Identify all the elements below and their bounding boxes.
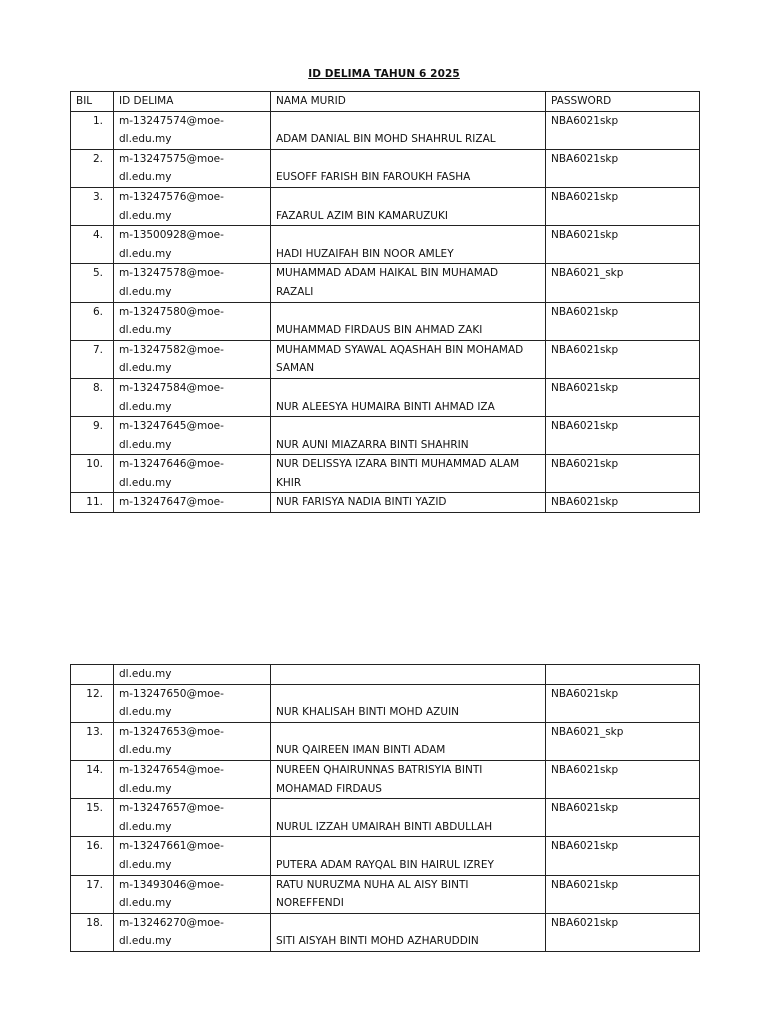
id-delima-line1: m-13247584@moe-: [119, 381, 224, 394]
header-nama-murid: NAMA MURID: [271, 92, 546, 112]
id-delima-line1: m-13247653@moe-: [119, 725, 224, 738]
id-delima-cell: [114, 684, 271, 722]
nama-murid-line1: RATU NURUZMA NUHA AL AISY BINTI: [276, 878, 469, 891]
id-delima-line2: dl.edu.my: [119, 400, 172, 413]
nama-murid-line1: [276, 150, 541, 169]
id-delima-line1: m-13246270@moe-: [119, 916, 224, 929]
nama-murid-line2: NUR AUNI MIAZARRA BINTI SHAHRIN: [276, 438, 469, 451]
table-row: [71, 149, 700, 187]
id-delima-line2: dl.edu.my: [119, 744, 172, 757]
nama-murid-cell: [271, 111, 546, 149]
table-header-row: [71, 92, 700, 112]
id-delima-cell: [114, 913, 271, 951]
student-id-table: [70, 91, 700, 513]
header-bil: BIL: [71, 92, 114, 112]
password-cell: NBA6021skp: [546, 875, 700, 913]
nama-murid-line1: [276, 188, 541, 207]
bil-cell: 2.: [71, 149, 114, 187]
table-row: [71, 111, 700, 149]
id-delima-line2: dl.edu.my: [119, 171, 172, 184]
id-delima-line1: m-13247580@moe-: [119, 305, 224, 318]
id-delima-line2: dl.edu.my: [119, 209, 172, 222]
bil-cell: 9.: [71, 417, 114, 455]
table-row: [71, 760, 700, 798]
bil-cell: 16.: [71, 837, 114, 875]
id-delima-cell: [114, 302, 271, 340]
nama-murid-cell: NUR FARISYA NADIA BINTI YAZID: [271, 493, 546, 513]
nama-murid-cell: [271, 684, 546, 722]
id-delima-cell: [114, 264, 271, 302]
nama-murid-line1: [276, 799, 541, 818]
nama-murid-line2: PUTERA ADAM RAYQAL BIN HAIRUL IZREY: [276, 858, 494, 871]
id-delima-line2: dl.edu.my: [119, 133, 172, 146]
bil-cell: 10.: [71, 455, 114, 493]
table-row: [71, 722, 700, 760]
password-cell: NBA6021skp: [546, 799, 700, 837]
id-delima-cell: m-13247647@moe-: [114, 493, 271, 513]
nama-murid-line2: NUR QAIREEN IMAN BINTI ADAM: [276, 744, 446, 757]
password-cell: NBA6021skp: [546, 417, 700, 455]
password-cell: NBA6021_skp: [546, 722, 700, 760]
id-delima-line1: m-13247645@moe-: [119, 420, 224, 433]
nama-murid-cell: [271, 799, 546, 837]
table-row: [71, 799, 700, 837]
id-delima-line1: m-13247576@moe-: [119, 190, 224, 203]
nama-murid-cell: [271, 722, 546, 760]
nama-murid-line2: ADAM DANIAL BIN MOHD SHAHRUL RIZAL: [276, 133, 496, 146]
nama-murid-line2: KHIR: [276, 476, 302, 489]
bil-cell: 6.: [71, 302, 114, 340]
id-delima-line2: dl.edu.my: [119, 362, 172, 375]
nama-murid-cell: [271, 875, 546, 913]
id-delima-line2: dl.edu.my: [119, 782, 172, 795]
id-delima-cell: [114, 187, 271, 225]
table-row: [71, 417, 700, 455]
password-cell: NBA6021skp: [546, 837, 700, 875]
id-delima-cell: [114, 722, 271, 760]
id-delima-cell: [114, 111, 271, 149]
nama-murid-cell: [271, 340, 546, 378]
id-delima-line1: m-13247575@moe-: [119, 152, 224, 165]
nama-murid-line2: NUR ALEESYA HUMAIRA BINTI AHMAD IZA: [276, 400, 495, 413]
nama-murid-line2: NURUL IZZAH UMAIRAH BINTI ABDULLAH: [276, 820, 493, 833]
nama-murid-line1: [276, 226, 541, 245]
bil-cell: 18.: [71, 913, 114, 951]
bil-cell: 4.: [71, 226, 114, 264]
id-delima-line1: m-13493046@moe-: [119, 878, 224, 891]
header-password: PASSWORD: [546, 92, 700, 112]
password-cell: NBA6021skp: [546, 149, 700, 187]
nama-murid-cell: [271, 760, 546, 798]
nama-murid-cell: [271, 226, 546, 264]
id-delima-cell: [114, 837, 271, 875]
password-cell: NBA6021skp: [546, 111, 700, 149]
table-row: [71, 302, 700, 340]
nama-murid-line1: [276, 303, 541, 322]
id-delima-line1: m-13247574@moe-: [119, 114, 224, 127]
nama-murid-line1: [276, 417, 541, 436]
bil-cell: 7.: [71, 340, 114, 378]
bil-cell: 15.: [71, 799, 114, 837]
nama-murid-cell: [271, 837, 546, 875]
nama-murid-line2: FAZARUL AZIM BIN KAMARUZUKI: [276, 209, 448, 222]
nama-murid-cell: [271, 187, 546, 225]
id-delima-line1: m-13247582@moe-: [119, 343, 224, 356]
nama-murid-line2: SITI AISYAH BINTI MOHD AZHARUDDIN: [276, 935, 479, 948]
bil-cell: 3.: [71, 187, 114, 225]
nama-murid-line2: MUHAMMAD FIRDAUS BIN AHMAD ZAKI: [276, 324, 483, 337]
nama-murid-line1: [276, 723, 541, 742]
bil-cell: 8.: [71, 378, 114, 416]
bil-cell: 12.: [71, 684, 114, 722]
password-cell: NBA6021skp: [546, 302, 700, 340]
id-delima-line1: m-13247661@moe-: [119, 840, 224, 853]
id-delima-cell: dl.edu.my: [114, 665, 271, 685]
id-delima-line2: dl.edu.my: [119, 324, 172, 337]
table-row: [71, 187, 700, 225]
nama-murid-line2: EUSOFF FARISH BIN FAROUKH FASHA: [276, 171, 471, 184]
nama-murid-cell: [271, 264, 546, 302]
id-delima-line2: dl.edu.my: [119, 285, 172, 298]
table-row: [71, 340, 700, 378]
id-delima-line2: dl.edu.my: [119, 897, 172, 910]
table-row: [71, 226, 700, 264]
bil-cell: 13.: [71, 722, 114, 760]
id-delima-line1: m-13247657@moe-: [119, 802, 224, 815]
nama-murid-cell: [271, 455, 546, 493]
nama-murid-line2: HADI HUZAIFAH BIN NOOR AMLEY: [276, 247, 454, 260]
nama-murid-line1: [276, 685, 541, 704]
nama-murid-line2: SAMAN: [276, 362, 315, 375]
id-delima-line1: m-13247650@moe-: [119, 687, 224, 700]
password-cell: NBA6021skp: [546, 913, 700, 951]
document-title: ID DELIMA TAHUN 6 2025: [308, 68, 460, 80]
id-delima-line1: m-13500928@moe-: [119, 229, 224, 242]
bil-cell: 1.: [71, 111, 114, 149]
nama-murid-line1: MUHAMMAD SYAWAL AQASHAH BIN MOHAMAD: [276, 343, 524, 356]
table-row: [71, 684, 700, 722]
id-delima-cell: [114, 760, 271, 798]
nama-murid-cell: [271, 302, 546, 340]
nama-murid-line1: [276, 914, 541, 933]
nama-murid-line2: NOREFFENDI: [276, 897, 344, 910]
id-delima-cell: [114, 149, 271, 187]
nama-murid-line1: NUR DELISSYA IZARA BINTI MUHAMMAD ALAM: [276, 458, 520, 471]
table-row: [71, 913, 700, 951]
password-cell: NBA6021skp: [546, 493, 700, 513]
nama-murid-line2: MOHAMAD FIRDAUS: [276, 782, 382, 795]
bil-cell: 5.: [71, 264, 114, 302]
password-cell: NBA6021skp: [546, 684, 700, 722]
nama-murid-line1: NUREEN QHAIRUNNAS BATRISYIA BINTI: [276, 763, 483, 776]
nama-murid-line1: [276, 837, 541, 856]
id-delima-line1: m-13247578@moe-: [119, 267, 224, 280]
table-row: [71, 875, 700, 913]
nama-murid-cell: [271, 417, 546, 455]
nama-murid-line2: NUR KHALISAH BINTI MOHD AZUIN: [276, 706, 460, 719]
id-delima-line2: dl.edu.my: [119, 438, 172, 451]
password-cell: NBA6021skp: [546, 340, 700, 378]
nama-murid-cell: [271, 149, 546, 187]
id-delima-cell: [114, 455, 271, 493]
password-cell: NBA6021_skp: [546, 264, 700, 302]
id-delima-line2: dl.edu.my: [119, 858, 172, 871]
id-delima-cell: [114, 875, 271, 913]
nama-murid-line1: [276, 112, 541, 131]
table-row: [71, 264, 700, 302]
id-delima-cell: [114, 417, 271, 455]
password-cell: NBA6021skp: [546, 378, 700, 416]
table-row: [71, 378, 700, 416]
id-delima-cell: [114, 378, 271, 416]
nama-murid-cell: [271, 913, 546, 951]
nama-murid-line2: RAZALI: [276, 285, 314, 298]
id-delima-line2: dl.edu.my: [119, 820, 172, 833]
bil-cell: 14.: [71, 760, 114, 798]
password-cell: NBA6021skp: [546, 226, 700, 264]
id-delima-cell: [114, 340, 271, 378]
header-id-delima: ID DELIMA: [114, 92, 271, 112]
nama-murid-cell: [271, 378, 546, 416]
table-row: [71, 493, 700, 513]
id-delima-line2: dl.edu.my: [119, 706, 172, 719]
table-row-continuation: [71, 665, 700, 685]
password-cell: NBA6021skp: [546, 760, 700, 798]
id-delima-line2: dl.edu.my: [119, 476, 172, 489]
id-delima-line1: m-13247646@moe-: [119, 458, 224, 471]
id-delima-line2: dl.edu.my: [119, 247, 172, 260]
id-delima-cell: [114, 226, 271, 264]
student-id-table-continued: [70, 664, 700, 952]
nama-murid-line1: [276, 379, 541, 398]
id-delima-line2: dl.edu.my: [119, 935, 172, 948]
id-delima-cell: [114, 799, 271, 837]
bil-cell: 17.: [71, 875, 114, 913]
table-row: [71, 837, 700, 875]
password-cell: NBA6021skp: [546, 187, 700, 225]
bil-cell: 11.: [71, 493, 114, 513]
password-cell: NBA6021skp: [546, 455, 700, 493]
table-row: [71, 455, 700, 493]
nama-murid-line1: MUHAMMAD ADAM HAIKAL BIN MUHAMAD: [276, 267, 499, 280]
id-delima-line1: m-13247654@moe-: [119, 763, 224, 776]
